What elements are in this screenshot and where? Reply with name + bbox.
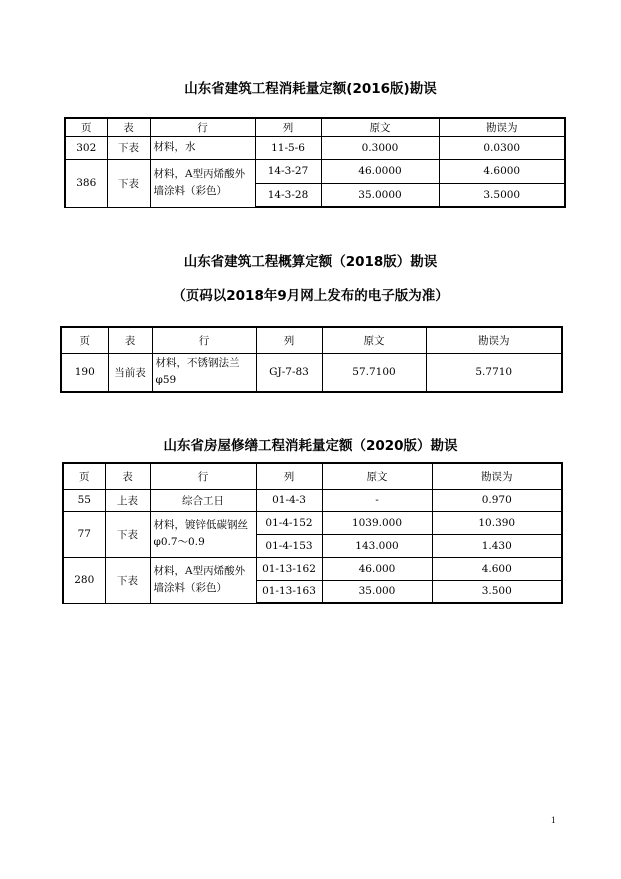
header-table: 表: [107, 118, 150, 136]
cell-original: 143.000: [322, 534, 432, 557]
header-original: 原文: [321, 118, 439, 136]
cell-column: GJ-7-83: [256, 353, 322, 392]
cell-table: 下表: [105, 557, 150, 603]
table-row: [65, 136, 565, 159]
header-line: 行: [150, 118, 255, 136]
cell-original: 35.000: [322, 580, 432, 603]
cell-page: 386: [65, 159, 107, 207]
cell-corrected: 3.5000: [439, 183, 565, 207]
header-page: 页: [63, 463, 105, 489]
cell-corrected: 0.0300: [439, 136, 565, 159]
header-original: 原文: [322, 463, 432, 489]
cell-corrected: 1.430: [432, 534, 562, 557]
section-subtitle: （页码以2018年9月网上发布的电子版为准）: [172, 288, 449, 304]
table-row: [63, 557, 562, 580]
cell-original: 1039.000: [322, 511, 432, 534]
table-header-row: [65, 118, 565, 136]
cell-line: 材料，不锈钢法兰 φ59: [152, 353, 256, 392]
table-row: [65, 159, 565, 183]
cell-line: 综合工日: [150, 489, 256, 511]
cell-corrected: 3.500: [432, 580, 562, 603]
header-page: 页: [61, 327, 108, 353]
cell-corrected: 5.7710: [426, 353, 562, 392]
cell-column: 11-5-6: [255, 136, 321, 159]
cell-corrected: 4.6000: [439, 159, 565, 183]
section-title: 山东省建筑工程消耗量定额(2016版)勘误: [184, 81, 437, 97]
header-corrected: 勘误为: [439, 118, 565, 136]
table-row: [63, 489, 562, 511]
header-table: 表: [105, 463, 150, 489]
cell-original: 35.0000: [321, 183, 439, 207]
header-page: 页: [65, 118, 107, 136]
header-column: 列: [255, 118, 321, 136]
cell-line: 材料，镀锌低碳钢丝φ0.7～0.9: [150, 511, 256, 557]
cell-page: 190: [61, 353, 108, 392]
header-column: 列: [256, 463, 322, 489]
header-table: 表: [108, 327, 152, 353]
table-header-row: [63, 463, 562, 489]
cell-column: 01-13-163: [256, 580, 322, 603]
section-title: 山东省房屋修缮工程消耗量定额（2020版）勘误: [163, 438, 458, 454]
cell-page: 280: [63, 557, 105, 603]
cell-table: 当前表: [108, 353, 152, 392]
cell-table: 下表: [107, 159, 150, 207]
cell-corrected: 0.970: [432, 489, 562, 511]
cell-corrected: 10.390: [432, 511, 562, 534]
cell-corrected: 4.600: [432, 557, 562, 580]
cell-original: 0.3000: [321, 136, 439, 159]
page-number: 1: [551, 815, 556, 825]
cell-page: 55: [63, 489, 105, 511]
cell-page: 302: [65, 136, 107, 159]
errata-table: [64, 117, 566, 208]
header-column: 列: [256, 327, 322, 353]
header-line: 行: [150, 463, 256, 489]
header-original: 原文: [322, 327, 426, 353]
table-row: [61, 353, 562, 392]
table-row: [63, 511, 562, 534]
cell-line: 材料，A型丙烯酸外墙涂料（彩色）: [150, 557, 256, 603]
cell-line: 材料，A型丙烯酸外墙涂料（彩色）: [150, 159, 255, 207]
cell-column: 01-4-153: [256, 534, 322, 557]
header-corrected: 勘误为: [432, 463, 562, 489]
cell-column: 01-4-3: [256, 489, 322, 511]
cell-original: 46.0000: [321, 159, 439, 183]
cell-page: 77: [63, 511, 105, 557]
cell-original: 57.7100: [322, 353, 426, 392]
cell-column: 14-3-27: [255, 159, 321, 183]
errata-table: [62, 462, 563, 604]
header-corrected: 勘误为: [426, 327, 562, 353]
cell-table: 上表: [105, 489, 150, 511]
cell-table: 下表: [105, 511, 150, 557]
section-title: 山东省建筑工程概算定额（2018版）勘误: [183, 254, 438, 270]
cell-original: -: [322, 489, 432, 511]
cell-column: 01-4-152: [256, 511, 322, 534]
header-line: 行: [152, 327, 256, 353]
table-header-row: [61, 327, 562, 353]
errata-table: [60, 326, 563, 393]
cell-table: 下表: [107, 136, 150, 159]
cell-line: 材料，水: [150, 136, 255, 159]
cell-column: 01-13-162: [256, 557, 322, 580]
cell-column: 14-3-28: [255, 183, 321, 207]
cell-original: 46.000: [322, 557, 432, 580]
